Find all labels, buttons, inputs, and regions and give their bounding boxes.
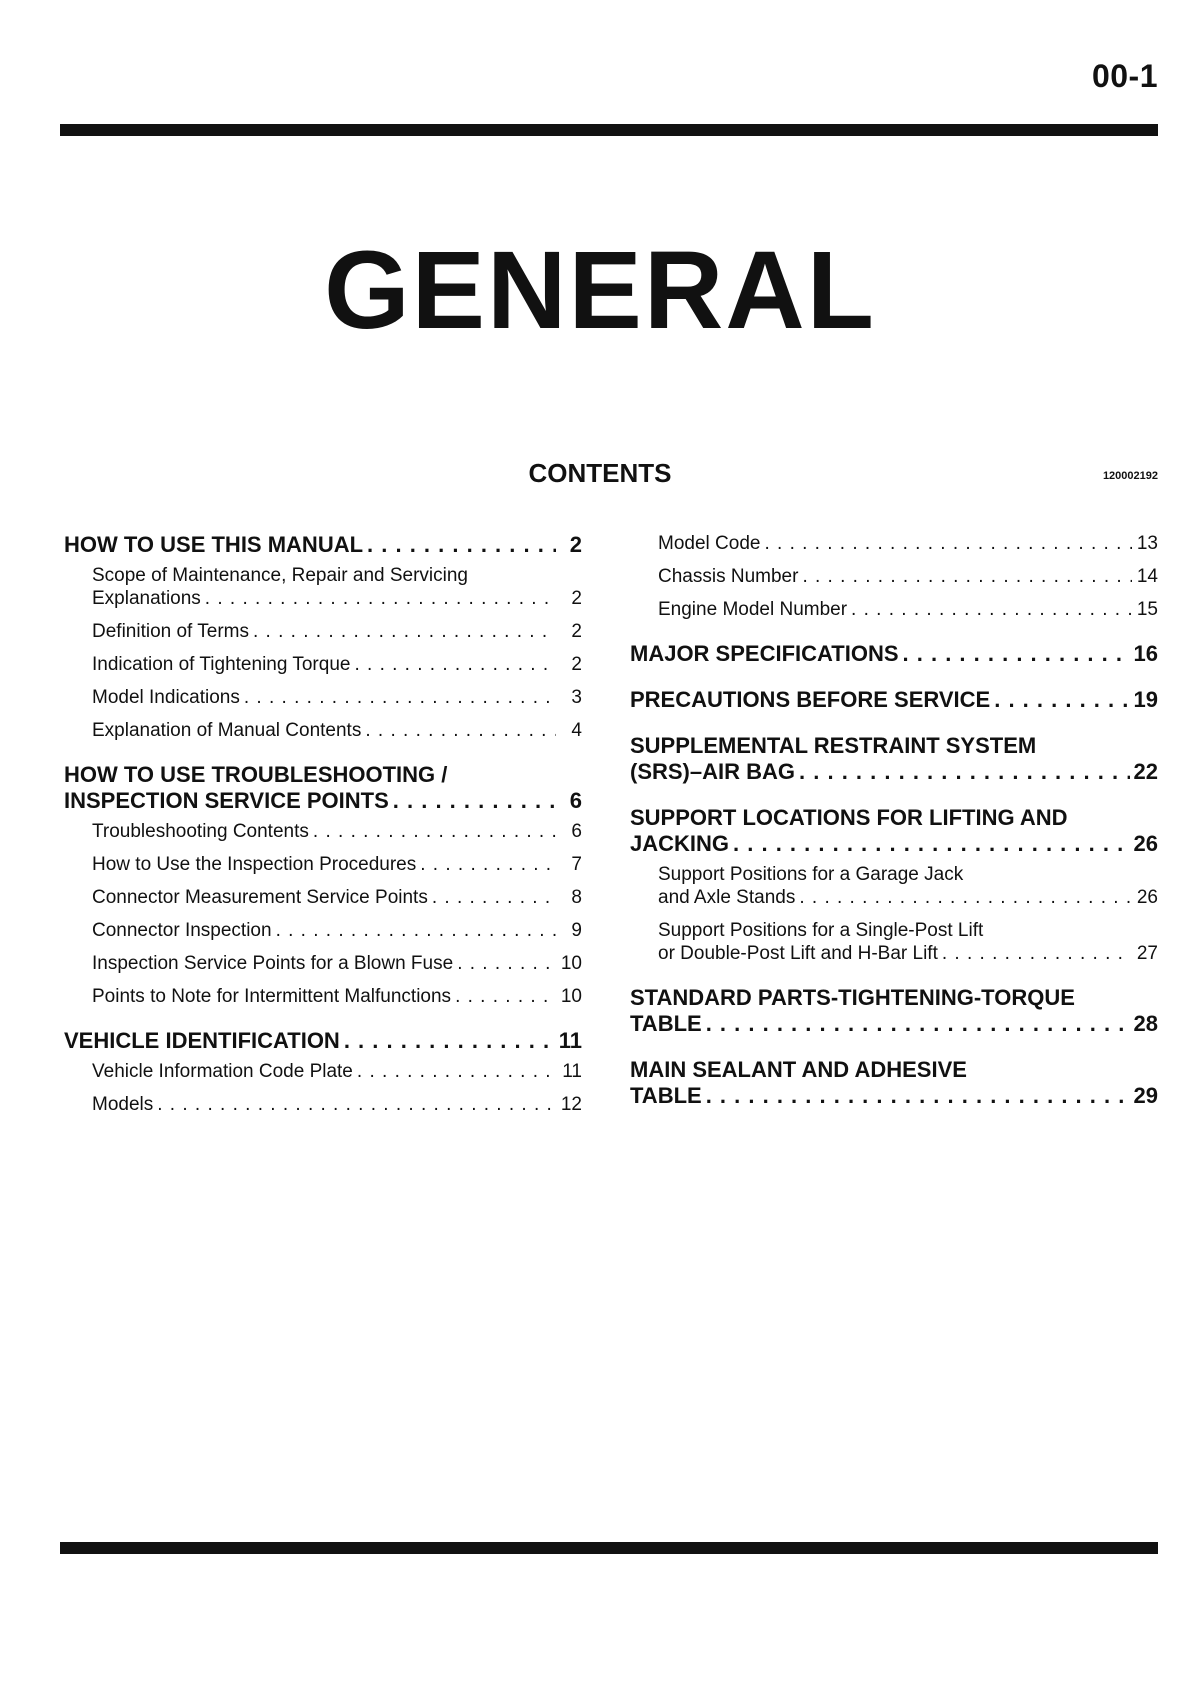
toc-entry-title: Points to Note for Intermittent Malfunctions — [92, 986, 452, 1007]
toc-page-number: 2 — [569, 532, 582, 557]
toc-page-number: 4 — [571, 720, 582, 741]
toc-entry[interactable] — [92, 719, 582, 742]
toc-page-number: 22 — [1133, 759, 1158, 784]
dot-leader — [706, 1011, 1130, 1037]
toc-left-column — [64, 532, 582, 1126]
dot-leader — [253, 620, 556, 643]
toc-page-number: 7 — [571, 854, 582, 875]
contents-heading: CONTENTS — [528, 458, 672, 488]
dot-leader — [393, 788, 556, 814]
toc-entry[interactable] — [92, 1093, 582, 1116]
toc-page-number: 11 — [562, 1061, 582, 1082]
toc-section-title: PRECAUTIONS BEFORE SERVICE — [630, 687, 991, 712]
toc-page-number: 8 — [571, 887, 582, 908]
toc-entry-title: Explanation of Manual Contents — [92, 720, 362, 741]
toc-entry[interactable] — [92, 620, 582, 643]
toc-page-number: 6 — [571, 821, 582, 842]
toc-page-number: 3 — [571, 687, 582, 708]
toc-page-number: 13 — [1136, 533, 1158, 554]
toc-entry-title: or Double-Post Lift and H-Bar Lift — [658, 943, 938, 964]
toc-section[interactable] — [64, 532, 582, 558]
toc-entry[interactable] — [92, 985, 582, 1008]
toc-entry-title: Troubleshooting Contents — [92, 821, 309, 842]
dot-leader — [994, 687, 1129, 713]
dot-leader — [276, 919, 556, 942]
toc-entry-title: Chassis Number — [658, 566, 799, 587]
dot-leader — [205, 587, 556, 610]
toc-page-number: 19 — [1133, 687, 1158, 712]
toc-section-title-line1: STANDARD PARTS-TIGHTENING-TORQUE — [630, 985, 1075, 1010]
toc-entry[interactable] — [92, 853, 582, 876]
dot-leader — [420, 853, 556, 876]
toc-entry-title-line1: Scope of Maintenance, Repair and Servicing — [92, 565, 469, 586]
toc-section-title-line1: HOW TO USE TROUBLESHOOTING / — [64, 762, 448, 787]
toc-entry[interactable] — [92, 564, 582, 610]
toc-section-title-line1: SUPPLEMENTAL RESTRAINT SYSTEM — [630, 733, 1037, 758]
toc-entry-title: Definition of Terms — [92, 621, 249, 642]
toc-entry-title: Engine Model Number — [658, 599, 848, 620]
page-number: 00-1 — [1091, 58, 1158, 94]
toc-section[interactable] — [630, 805, 1158, 857]
toc-entry-title: and Axle Stands — [658, 887, 796, 908]
toc-entry-title-line1: Support Positions for a Single-Post Lift — [658, 920, 984, 941]
toc-section-title: JACKING — [630, 831, 730, 856]
dot-leader — [851, 598, 1132, 621]
toc-entry-title: How to Use the Inspection Procedures — [92, 854, 417, 875]
toc-entry-title: Connector Inspection — [92, 920, 272, 941]
dot-leader — [157, 1093, 556, 1116]
dot-leader — [764, 532, 1132, 555]
toc-page-number: 14 — [1136, 566, 1158, 587]
dot-leader — [344, 1028, 555, 1054]
toc-page-number: 6 — [569, 788, 582, 813]
toc-page-number: 15 — [1136, 599, 1158, 620]
toc-entry[interactable] — [658, 532, 1158, 555]
dot-leader — [313, 820, 556, 843]
toc-section-title: TABLE — [630, 1083, 702, 1108]
toc-entry-title: Inspection Service Points for a Blown Fuse — [92, 953, 454, 974]
dot-leader — [942, 942, 1132, 965]
dot-leader — [432, 886, 556, 909]
dot-leader — [733, 831, 1130, 857]
toc-section-title: VEHICLE IDENTIFICATION — [64, 1028, 340, 1053]
dot-leader — [365, 719, 556, 742]
toc-page-number: 29 — [1133, 1083, 1158, 1108]
toc-section[interactable] — [64, 1028, 582, 1054]
dot-leader — [457, 952, 556, 975]
toc-page-number: 9 — [571, 920, 582, 941]
toc-section-title: MAJOR SPECIFICATIONS — [630, 641, 899, 666]
page-title: GENERAL — [324, 229, 876, 352]
toc-page-number: 26 — [1133, 831, 1158, 856]
toc-page-number: 12 — [560, 1094, 582, 1115]
toc-entry[interactable] — [92, 1060, 582, 1083]
toc-section-title: HOW TO USE THIS MANUAL — [64, 532, 364, 557]
toc-entry-title: Connector Measurement Service Points — [92, 887, 428, 908]
toc-section[interactable] — [630, 733, 1158, 785]
dot-leader — [455, 985, 556, 1008]
toc-page-number: 10 — [560, 986, 582, 1007]
toc-section-title-line1: SUPPORT LOCATIONS FOR LIFTING AND — [630, 805, 1068, 830]
toc-entry-title-line1: Support Positions for a Garage Jack — [658, 864, 964, 885]
dot-leader — [802, 565, 1132, 588]
toc-section[interactable] — [630, 641, 1158, 667]
toc-page-number: 16 — [1133, 641, 1158, 666]
toc-page-number: 11 — [558, 1028, 582, 1053]
toc-entry[interactable] — [658, 598, 1158, 621]
dot-leader — [357, 1060, 556, 1083]
toc-entry[interactable] — [658, 919, 1158, 965]
toc-entry[interactable] — [92, 653, 582, 676]
toc-entry[interactable] — [92, 686, 582, 709]
toc-page-number: 2 — [571, 654, 582, 675]
toc-entry[interactable] — [658, 863, 1158, 909]
toc-entry[interactable] — [92, 886, 582, 909]
toc-page-number: 2 — [571, 588, 582, 609]
toc-entry-title: Explanations — [92, 588, 201, 609]
dot-leader — [706, 1083, 1130, 1109]
toc-entry-title: Model Indications — [92, 687, 240, 708]
toc-section[interactable] — [64, 762, 582, 814]
dot-leader — [799, 886, 1132, 909]
toc-page-number: 27 — [1136, 943, 1158, 964]
toc-entry-title: Vehicle Information Code Plate — [92, 1061, 353, 1082]
dot-leader — [903, 641, 1130, 667]
dot-leader — [799, 759, 1130, 785]
toc-entry-title: Indication of Tightening Torque — [92, 654, 351, 675]
toc-page-number: 2 — [571, 621, 582, 642]
toc-entry[interactable] — [92, 919, 582, 942]
toc-page-number: 10 — [560, 953, 582, 974]
toc-entry-title: Models — [92, 1094, 154, 1115]
header-rule — [60, 124, 1158, 136]
toc-section-title: (SRS)–AIR BAG — [630, 759, 796, 784]
toc-entry[interactable] — [92, 820, 582, 843]
toc-section-title: INSPECTION SERVICE POINTS — [64, 788, 389, 813]
toc-section[interactable] — [630, 687, 1158, 713]
toc-page-number: 28 — [1133, 1011, 1158, 1036]
dot-leader — [244, 686, 556, 709]
dot-leader — [367, 532, 556, 558]
toc-right-column — [630, 532, 1158, 1109]
toc-section[interactable] — [630, 1057, 1158, 1109]
toc-section-title: TABLE — [630, 1011, 702, 1036]
footer-rule — [60, 1542, 1158, 1554]
toc-entry[interactable] — [658, 565, 1158, 588]
toc-entry-title: Model Code — [658, 533, 761, 554]
toc-entry[interactable] — [92, 952, 582, 975]
document-code: 120002192 — [1102, 470, 1158, 482]
toc-section-title-line1: MAIN SEALANT AND ADHESIVE — [630, 1057, 967, 1082]
toc-page-number: 26 — [1136, 887, 1158, 908]
dot-leader — [354, 653, 556, 676]
toc-section[interactable] — [630, 985, 1158, 1037]
